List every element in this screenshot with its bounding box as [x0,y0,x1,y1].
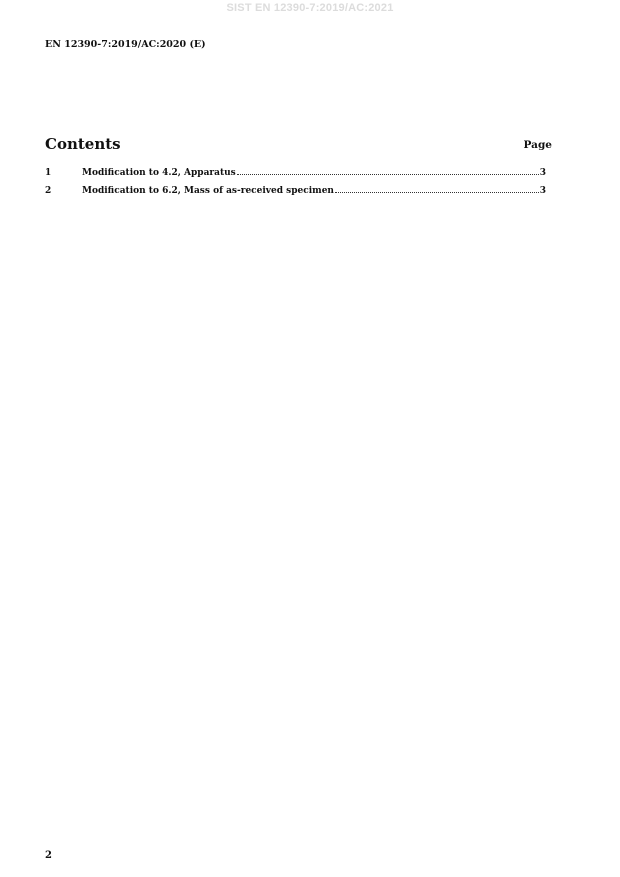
toc-entry[interactable] [45,168,546,186]
toc-dot-leader [237,173,539,175]
toc-dot-leader [335,191,539,193]
toc-entry[interactable] [45,186,546,204]
toc-entry-title: Modification to 6.2, Mass of as-received specimen [82,186,334,196]
toc-entry-number: 2 [45,186,52,196]
page-column-label: Page [523,139,552,151]
toc-entry-title: Modification to 4.2, Apparatus [82,168,236,178]
toc-entry-page: 3 [539,186,546,196]
document-id: EN 12390-7:2019/AC:2020 (E) [45,39,206,50]
page-number: 2 [45,850,52,861]
watermark: SIST EN 12390-7:2019/AC:2021 [226,2,394,14]
toc-entry-number: 1 [45,168,52,178]
contents-heading: Contents [45,135,121,153]
table-of-contents [45,168,546,204]
toc-entry-page: 3 [539,168,546,178]
